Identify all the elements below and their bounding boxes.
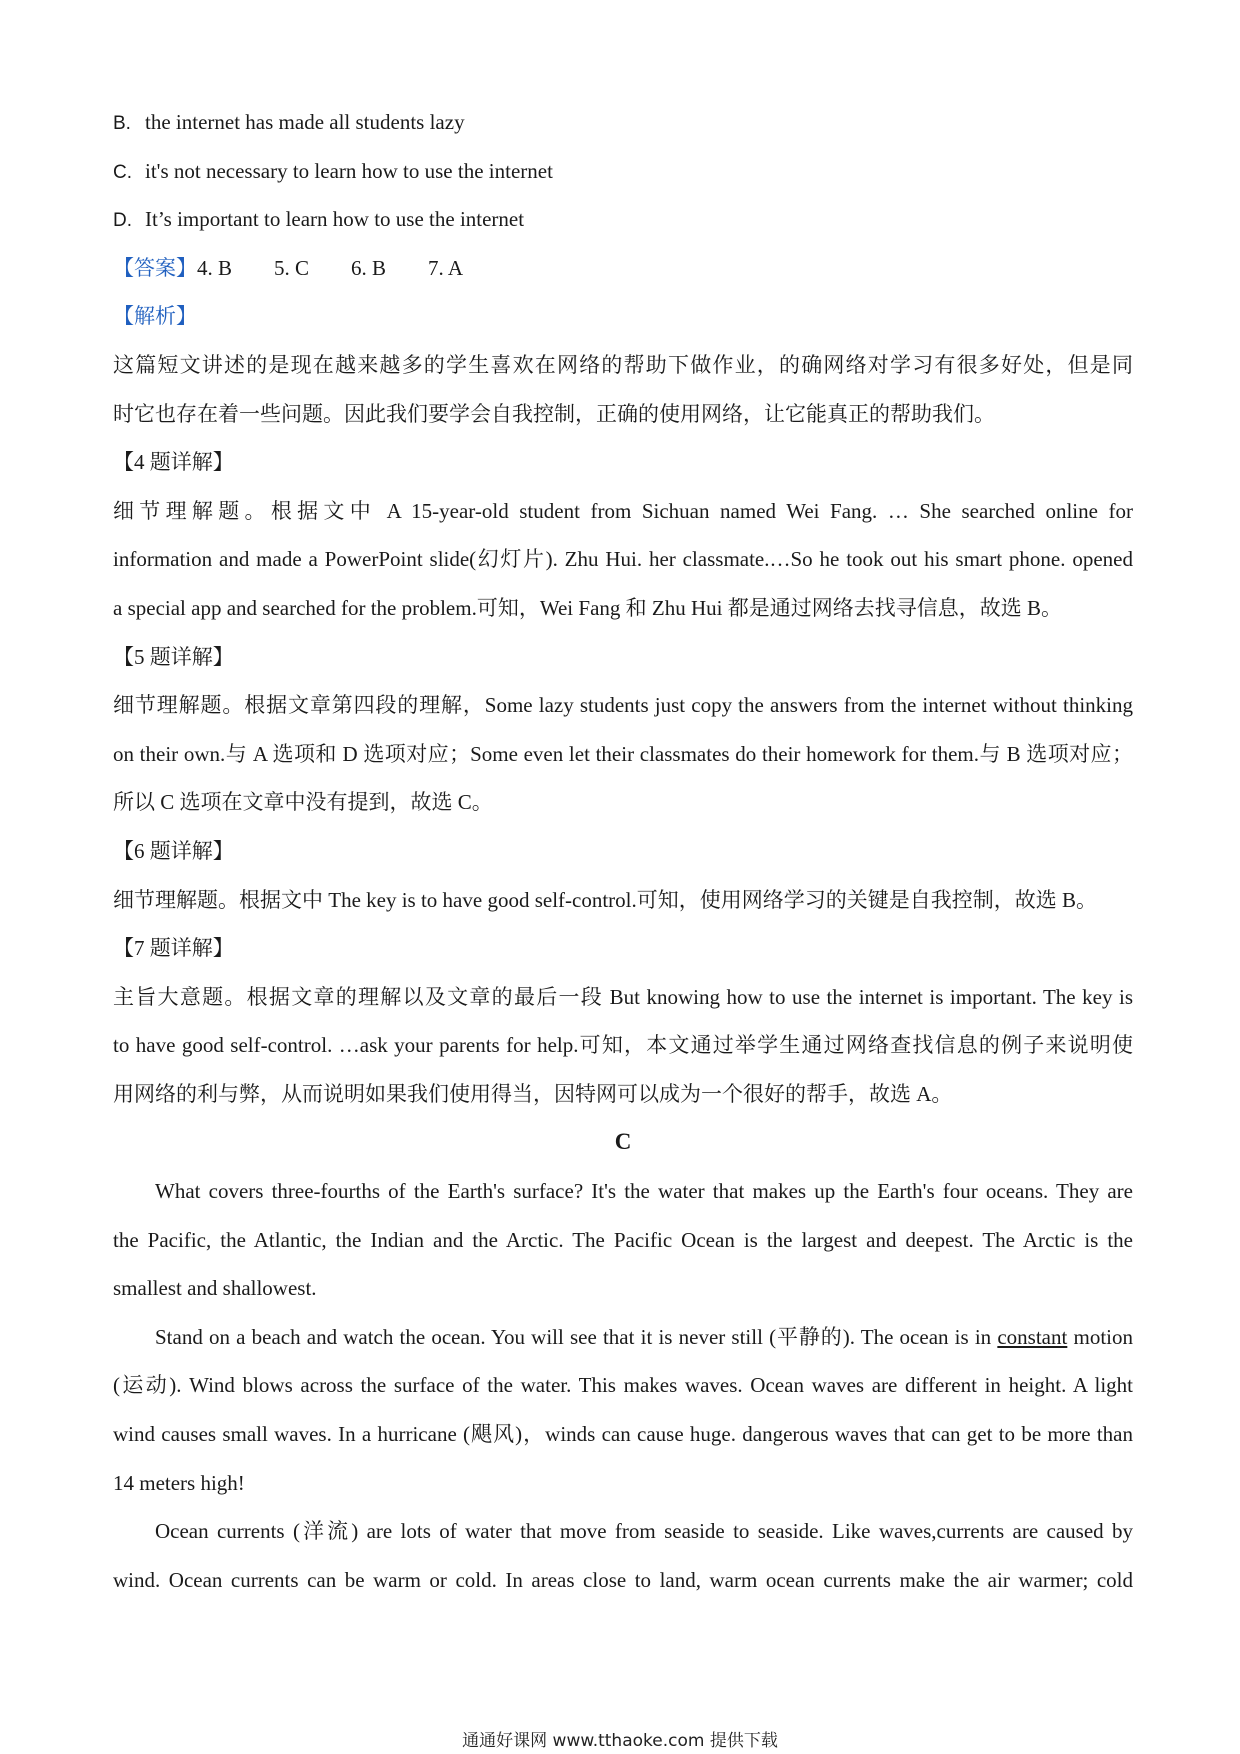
underlined-word: constant xyxy=(997,1324,1068,1349)
q5-label: 【5 题详解】 xyxy=(113,644,234,669)
analysis-line: 时它也存在着一些问题。因此我们要学会自我控制，正确的使用网络，让它能真正的帮助我们。 xyxy=(113,401,995,426)
q4-line: a special app and searched for the problem.可知，Wei Fang 和 Zhu Hui 都是通过网络去找寻信息，故选 B。 xyxy=(113,595,1062,620)
passage-text: Stand on a beach and watch the ocean. You will see that it is never still (平静的). The ocean is in xyxy=(155,1324,998,1349)
option-b xyxy=(113,98,1133,147)
answer-item: 6. B xyxy=(351,255,387,280)
option-text: It’s important to learn how to use the internet xyxy=(145,207,525,232)
option-c xyxy=(113,147,1133,196)
answer-item: 7. A xyxy=(428,255,464,280)
page-footer: 通通好课网 www.tthaoke.com 提供下载 xyxy=(462,1731,778,1751)
option-d xyxy=(113,195,1133,244)
q5-line: 所以 C 选项在文章中没有提到，故选 C。 xyxy=(113,790,493,815)
passage-line: Ocean currents (洋流) are lots of water that move from seaside to seaside. Like waves,currents are caused by xyxy=(155,1519,1133,1544)
q7-line: to have good self-control. …ask your parents for help.可知，本文通过举学生通过网络查找信息的例子来说明使 xyxy=(113,1033,1133,1058)
passage-line: wind. Ocean currents can be warm or cold. In areas close to land, warm ocean currents make the air warmer; cold xyxy=(113,1567,1133,1592)
option-letter: B. xyxy=(113,113,131,134)
q7-label: 【7 题详解】 xyxy=(113,936,234,961)
q5-line: on their own.与 A 选项和 D 选项对应；Some even let their classmates do their homework for them.与 B 选项对应； xyxy=(113,741,1133,766)
answer-label: 【答案】 xyxy=(113,255,197,280)
passage-line: wind causes small waves. In a hurricane (飓风)，winds can cause huge. dangerous waves that can get to be more than xyxy=(113,1422,1133,1447)
answer-line xyxy=(113,244,1133,293)
passage-line xyxy=(113,1313,1133,1362)
passage-line: 14 meters high! xyxy=(113,1470,245,1495)
q6-line: 细节理解题。根据文中 The key is to have good self-control.可知，使用网络学习的关键是自我控制，故选 B。 xyxy=(113,887,1098,912)
q4-label: 【4 题详解】 xyxy=(113,450,234,475)
option-letter: C. xyxy=(113,161,132,183)
passage-line: What covers three-fourths of the Earth's surface? It's the water that makes up the Earth's four oceans. They are xyxy=(155,1179,1133,1204)
option-letter: D. xyxy=(113,210,132,232)
option-text: the internet has made all students lazy xyxy=(145,110,465,134)
q6-label: 【6 题详解】 xyxy=(113,838,234,863)
q5-line: 细节理解题。根据文章第四段的理解，Some lazy students just copy the answers from the internet without thinking xyxy=(113,693,1133,718)
answer-item: 5. C xyxy=(274,255,310,280)
passage-line: the Pacific, the Atlantic, the Indian and the Arctic. The Pacific Ocean is the largest and deepest. The Arctic is the xyxy=(113,1227,1133,1252)
q4-line: information and made a PowerPoint slide(幻灯片). Zhu Hui. her classmate.…So he took out his smart phone. opened xyxy=(113,547,1133,572)
q7-line: 主旨大意题。根据文章的理解以及文章的最后一段 But knowing how to use the internet is important. The key is xyxy=(113,984,1133,1009)
passage-line: (运动). Wind blows across the surface of the water. This makes waves. Ocean waves are different in height. A light xyxy=(113,1373,1133,1398)
analysis-label: 【解析】 xyxy=(113,304,197,329)
answer-item: 4. B xyxy=(197,255,233,280)
document-content xyxy=(113,98,1133,1604)
option-text: it's not necessary to learn how to use the internet xyxy=(145,158,553,183)
section-title: C xyxy=(614,1129,632,1155)
passage-line: smallest and shallowest. xyxy=(113,1276,317,1301)
q4-line: 细节理解题。根据文中 A 15-year-old student from Sichuan named Wei Fang. … She searched online for xyxy=(113,498,1133,523)
q7-line: 用网络的利与弊，从而说明如果我们使用得当，因特网可以成为一个很好的帮手，故选 A。 xyxy=(113,1081,953,1106)
analysis-line: 这篇短文讲述的是现在越来越多的学生喜欢在网络的帮助下做作业，的确网络对学习有很多好处，但是同 xyxy=(113,352,1133,377)
passage-text: motion xyxy=(1067,1324,1133,1349)
